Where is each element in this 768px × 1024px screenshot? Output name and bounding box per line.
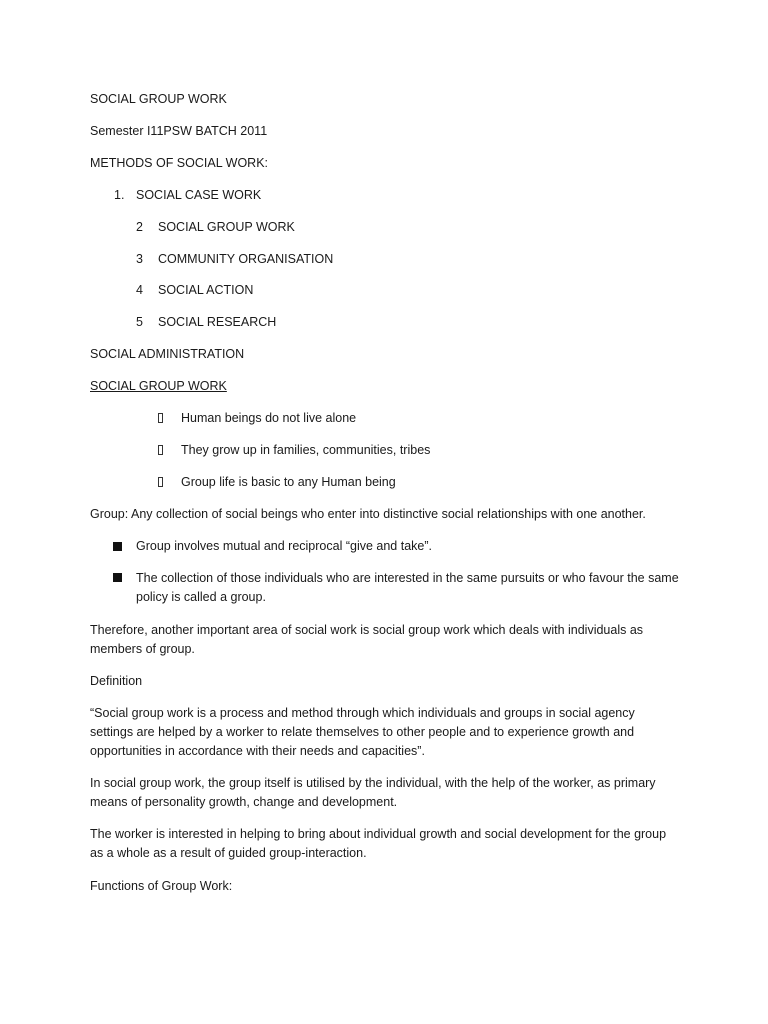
methods-item-2 [136,218,295,237]
missing-glyph-bullet-icon [158,477,163,487]
document-title: SOCIAL GROUP WORK [90,92,227,106]
methods-item-number: 2 [136,220,143,234]
semester-line: Semester I11PSW BATCH 2011 [90,124,268,138]
methods-item-label: SOCIAL GROUP WORK [158,220,295,234]
methods-item-4 [136,281,253,300]
group-definition: Group: Any collection of social beings who enter into distinctive social relationships with one another. [90,507,646,521]
methods-item-label: COMMUNITY ORGANISATION [158,252,334,266]
methods-item-1 [114,186,261,205]
bullet-item: Human beings do not live alone [181,411,357,425]
therefore-paragraph: Therefore, another important area of social work is social group work which deals with individuals as members of group. [90,623,644,656]
methods-item-number: 1. [114,188,125,202]
social-administration: SOCIAL ADMINISTRATION [90,347,245,361]
methods-item-number: 4 [136,283,143,297]
square-bullet-icon [113,573,122,582]
functions-heading: Functions of Group Work: [90,879,233,893]
methods-item-number: 3 [136,252,143,266]
square-bullet-item: The collection of those individuals who are interested in the same pursuits or who favour the same policy is called a group. [136,571,679,604]
square-bullet-icon [113,542,122,551]
missing-glyph-bullet-icon [158,413,163,423]
bullet-item: They grow up in families, communities, tribes [181,443,431,457]
definition-heading: Definition [90,674,143,688]
methods-item-label: SOCIAL CASE WORK [136,188,262,202]
methods-item-number: 5 [136,315,143,329]
methods-item-5 [136,313,276,332]
primary-means-paragraph: In social group work, the group itself is utilised by the individual, with the help of the worker, as primary means of personality growth, change and development. [90,776,656,809]
bullet-item: Group life is basic to any Human being [181,475,396,489]
worker-paragraph: The worker is interested in helping to bring about individual growth and social development for the group as a whole as a result of guided group-interaction. [90,827,667,860]
square-bullet-item: Group involves mutual and reciprocal “give and take”. [136,539,432,553]
methods-item-label: SOCIAL ACTION [158,283,254,297]
methods-heading: METHODS OF SOCIAL WORK: [90,156,269,170]
methods-item-label: SOCIAL RESEARCH [158,315,277,329]
definition-quote: “Social group work is a process and method through which individuals and groups in social agency settings are helped by a worker to relate themselves to other people and to experience growth and opportunities in accordance with their needs and capacities”. [90,706,635,758]
section-heading: SOCIAL GROUP WORK [90,379,227,393]
missing-glyph-bullet-icon [158,445,163,455]
methods-item-3 [136,250,333,269]
